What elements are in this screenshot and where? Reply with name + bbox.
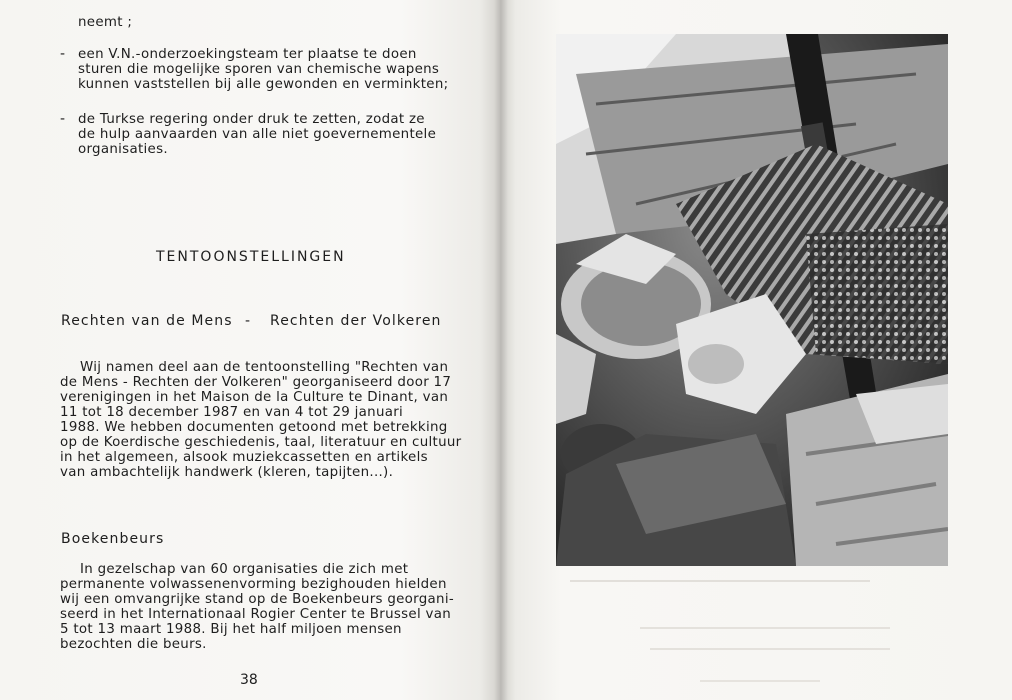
bleed-through-line	[570, 580, 870, 582]
bleed-through-line	[700, 680, 820, 682]
bleed-through-line	[640, 627, 890, 629]
paragraph-line: In gezelschap van 60 organisaties die zich met	[80, 562, 409, 577]
paragraph-line: de Mens - Rechten der Volkeren" georganiseerd door 17	[60, 375, 452, 390]
paragraph-line: van ambachtelijk handwerk (kleren, tapijten...).	[60, 465, 394, 480]
subheading-separator: -	[245, 313, 252, 329]
photograph-image	[556, 34, 948, 566]
paragraph-line: verenigingen in het Maison de la Culture te Dinant, van	[60, 390, 449, 405]
paragraph-line: in het algemeen, alsook muziekcassetten en artikels	[60, 450, 428, 465]
bullet-line: organisaties.	[78, 142, 168, 157]
paragraph-line: 5 tot 13 maart 1988. Bij het half miljoen mensen	[60, 622, 402, 637]
bullet-line: kunnen vaststellen bij alle gewonden en verminkten;	[78, 77, 449, 92]
paragraph-line: seerd in het Internationaal Rogier Center te Brussel van	[60, 607, 452, 622]
intro-fragment: neemt ;	[78, 15, 133, 30]
section-heading: TENTOONSTELLINGEN	[156, 249, 346, 265]
photograph	[556, 34, 948, 566]
bullet-line: de Turkse regering onder druk te zetten, zodat ze	[78, 112, 425, 127]
book-gutter	[494, 0, 508, 700]
bullet-dash: -	[60, 111, 66, 127]
bullet-line: sturen die mogelijke sporen van chemische wapens	[78, 62, 440, 77]
paragraph-line: permanente volwassenenvorming bezighouden hielden	[60, 577, 447, 592]
page-number: 38	[240, 672, 258, 688]
subheading-right: Rechten der Volkeren	[270, 313, 442, 329]
paragraph-line: Wij namen deel aan de tentoonstelling "Rechten van	[80, 360, 449, 375]
bleed-through-line	[650, 648, 890, 650]
paragraph-line: 11 tot 18 december 1987 en van 4 tot 29 januari	[60, 405, 404, 420]
left-page	[0, 0, 500, 700]
paragraph-line: bezochten die beurs.	[60, 637, 207, 652]
paragraph-line: op de Koerdische geschiedenis, taal, literatuur en cultuur	[60, 435, 462, 450]
paragraph-line: 1988. We hebben documenten getoond met betrekking	[60, 420, 448, 435]
bullet-line: een V.N.-onderzoekingsteam ter plaatse te doen	[78, 47, 417, 62]
subheading-left: Rechten van de Mens	[61, 313, 233, 329]
bullet-line: de hulp aanvaarden van alle niet goevernementele	[78, 127, 437, 142]
boekenbeurs-heading: Boekenbeurs	[61, 531, 165, 547]
paragraph-line: wij een omvangrijke stand op de Boekenbeurs georgani-	[60, 592, 454, 607]
bullet-dash: -	[60, 46, 66, 62]
